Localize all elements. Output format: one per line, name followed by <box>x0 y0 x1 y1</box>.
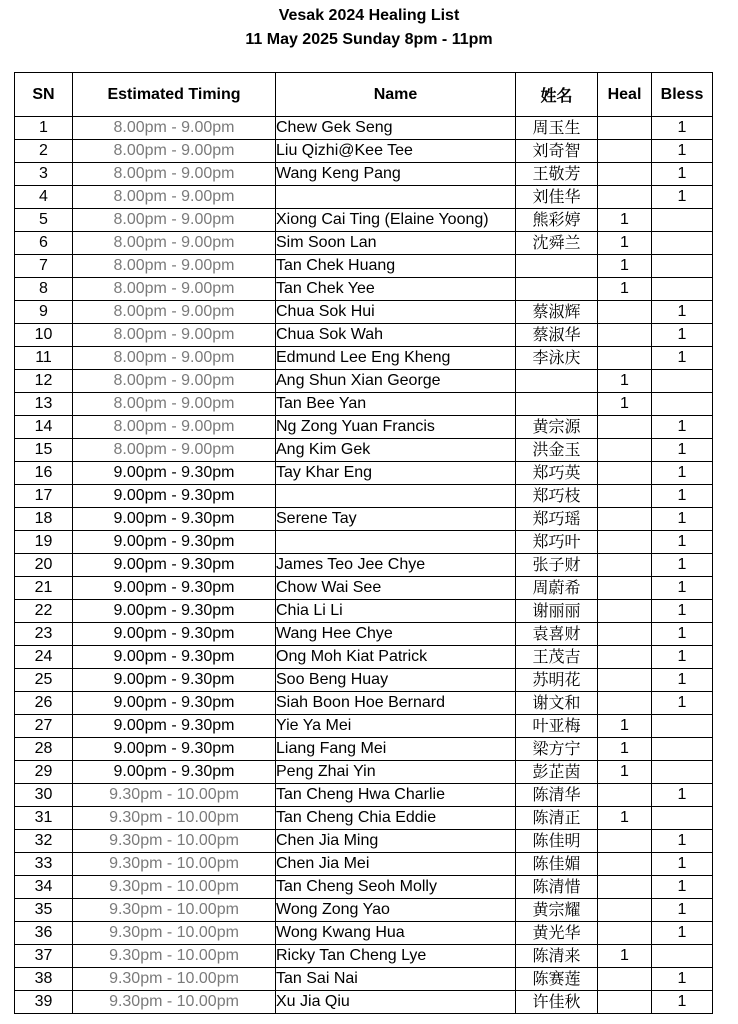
row-heal-mark <box>598 347 652 370</box>
row-heal-mark: 1 <box>598 370 652 393</box>
table-row <box>15 899 713 922</box>
row-sn: 13 <box>15 393 73 416</box>
row-sn: 18 <box>15 508 73 531</box>
row-timing: 9.30pm - 10.00pm <box>73 922 276 945</box>
row-heal-mark: 1 <box>598 209 652 232</box>
row-bless-mark: 1 <box>652 922 713 945</box>
row-name <box>276 186 516 209</box>
row-timing: 9.00pm - 9.30pm <box>73 600 276 623</box>
row-chinese-name: 王茂吉 <box>516 646 598 669</box>
row-bless-mark: 1 <box>652 140 713 163</box>
row-chinese-name: 苏明花 <box>516 669 598 692</box>
row-sn: 37 <box>15 945 73 968</box>
row-bless-mark <box>652 945 713 968</box>
row-heal-mark <box>598 784 652 807</box>
header-sn: SN <box>15 73 73 117</box>
row-chinese-name: 袁喜财 <box>516 623 598 646</box>
row-heal-mark <box>598 968 652 991</box>
row-name: Ricky Tan Cheng Lye <box>276 945 516 968</box>
row-heal-mark <box>598 485 652 508</box>
row-sn: 33 <box>15 853 73 876</box>
table-row <box>15 945 713 968</box>
row-sn: 4 <box>15 186 73 209</box>
row-sn: 26 <box>15 692 73 715</box>
row-chinese-name: 陈清正 <box>516 807 598 830</box>
document-subtitle: 11 May 2025 Sunday 8pm - 11pm <box>245 31 493 48</box>
row-bless-mark: 1 <box>652 991 713 1014</box>
table-body <box>15 117 713 1014</box>
row-bless-mark <box>652 738 713 761</box>
row-bless-mark: 1 <box>652 899 713 922</box>
row-timing: 9.00pm - 9.30pm <box>73 508 276 531</box>
row-heal-mark <box>598 853 652 876</box>
row-name: Chia Li Li <box>276 600 516 623</box>
row-chinese-name <box>516 255 598 278</box>
row-chinese-name: 黄宗耀 <box>516 899 598 922</box>
table-row <box>15 439 713 462</box>
row-name <box>276 485 516 508</box>
row-timing: 9.30pm - 10.00pm <box>73 991 276 1014</box>
row-name: Yie Ya Mei <box>276 715 516 738</box>
row-heal-mark: 1 <box>598 393 652 416</box>
row-timing: 9.00pm - 9.30pm <box>73 761 276 784</box>
table-row <box>15 232 713 255</box>
row-name: Chow Wai See <box>276 577 516 600</box>
row-heal-mark <box>598 508 652 531</box>
row-bless-mark: 1 <box>652 186 713 209</box>
row-name: Tan Cheng Hwa Charlie <box>276 784 516 807</box>
row-sn: 1 <box>15 117 73 140</box>
table-row <box>15 485 713 508</box>
row-timing: 8.00pm - 9.00pm <box>73 370 276 393</box>
row-name: Liang Fang Mei <box>276 738 516 761</box>
row-sn: 17 <box>15 485 73 508</box>
row-timing: 8.00pm - 9.00pm <box>73 301 276 324</box>
row-heal-mark <box>598 669 652 692</box>
row-name: Tan Chek Yee <box>276 278 516 301</box>
row-heal-mark <box>598 922 652 945</box>
row-sn: 30 <box>15 784 73 807</box>
row-timing: 8.00pm - 9.00pm <box>73 416 276 439</box>
row-heal-mark <box>598 324 652 347</box>
row-name: Tan Cheng Seoh Molly <box>276 876 516 899</box>
row-name: Tay Khar Eng <box>276 462 516 485</box>
row-name: Tan Chek Huang <box>276 255 516 278</box>
row-name: Edmund Lee Eng Kheng <box>276 347 516 370</box>
row-chinese-name: 蔡淑华 <box>516 324 598 347</box>
row-timing: 9.30pm - 10.00pm <box>73 968 276 991</box>
row-bless-mark: 1 <box>652 324 713 347</box>
row-heal-mark <box>598 416 652 439</box>
row-sn: 34 <box>15 876 73 899</box>
table-row <box>15 554 713 577</box>
row-bless-mark: 1 <box>652 830 713 853</box>
row-name: James Teo Jee Chye <box>276 554 516 577</box>
row-heal-mark: 1 <box>598 807 652 830</box>
row-name: Soo Beng Huay <box>276 669 516 692</box>
row-chinese-name <box>516 278 598 301</box>
row-heal-mark: 1 <box>598 761 652 784</box>
row-heal-mark <box>598 991 652 1014</box>
row-timing: 9.00pm - 9.30pm <box>73 715 276 738</box>
row-sn: 39 <box>15 991 73 1014</box>
row-chinese-name: 黄宗源 <box>516 416 598 439</box>
row-chinese-name: 谢丽丽 <box>516 600 598 623</box>
table-row <box>15 853 713 876</box>
table-row <box>15 968 713 991</box>
row-timing: 9.30pm - 10.00pm <box>73 876 276 899</box>
row-timing: 8.00pm - 9.00pm <box>73 324 276 347</box>
row-bless-mark <box>652 761 713 784</box>
row-heal-mark <box>598 899 652 922</box>
row-heal-mark <box>598 692 652 715</box>
row-timing: 8.00pm - 9.00pm <box>73 347 276 370</box>
row-timing: 8.00pm - 9.00pm <box>73 439 276 462</box>
row-name: Chua Sok Hui <box>276 301 516 324</box>
row-sn: 25 <box>15 669 73 692</box>
row-heal-mark <box>598 439 652 462</box>
row-name: Wong Zong Yao <box>276 899 516 922</box>
row-chinese-name: 陈佳媚 <box>516 853 598 876</box>
table-row <box>15 738 713 761</box>
row-chinese-name: 周蔚希 <box>516 577 598 600</box>
row-heal-mark <box>598 301 652 324</box>
healing-list-table <box>14 72 713 1014</box>
row-bless-mark <box>652 393 713 416</box>
row-heal-mark <box>598 577 652 600</box>
table-row <box>15 117 713 140</box>
row-timing: 9.30pm - 10.00pm <box>73 784 276 807</box>
row-chinese-name: 彭芷茵 <box>516 761 598 784</box>
row-bless-mark: 1 <box>652 508 713 531</box>
row-bless-mark: 1 <box>652 623 713 646</box>
row-bless-mark: 1 <box>652 669 713 692</box>
row-timing: 9.30pm - 10.00pm <box>73 853 276 876</box>
row-sn: 14 <box>15 416 73 439</box>
row-sn: 6 <box>15 232 73 255</box>
row-bless-mark: 1 <box>652 876 713 899</box>
row-chinese-name: 王敬芳 <box>516 163 598 186</box>
row-name: Xiong Cai Ting (Elaine Yoong) <box>276 209 516 232</box>
row-timing: 9.00pm - 9.30pm <box>73 669 276 692</box>
row-name: Ong Moh Kiat Patrick <box>276 646 516 669</box>
row-chinese-name: 洪金玉 <box>516 439 598 462</box>
header-chinese-name: 姓名 <box>516 73 598 117</box>
row-name: Siah Boon Hoe Bernard <box>276 692 516 715</box>
row-bless-mark: 1 <box>652 301 713 324</box>
row-heal-mark <box>598 554 652 577</box>
row-name: Tan Bee Yan <box>276 393 516 416</box>
row-sn: 21 <box>15 577 73 600</box>
row-sn: 22 <box>15 600 73 623</box>
row-timing: 9.00pm - 9.30pm <box>73 623 276 646</box>
row-bless-mark: 1 <box>652 692 713 715</box>
row-name: Wong Kwang Hua <box>276 922 516 945</box>
row-chinese-name: 熊彩婷 <box>516 209 598 232</box>
row-bless-mark: 1 <box>652 347 713 370</box>
table-row <box>15 347 713 370</box>
row-bless-mark: 1 <box>652 968 713 991</box>
row-name <box>276 531 516 554</box>
table-row <box>15 370 713 393</box>
header-row <box>15 73 713 117</box>
table-row <box>15 301 713 324</box>
row-timing: 9.00pm - 9.30pm <box>73 738 276 761</box>
row-timing: 8.00pm - 9.00pm <box>73 393 276 416</box>
table-row <box>15 324 713 347</box>
table-row <box>15 669 713 692</box>
table-row <box>15 393 713 416</box>
row-bless-mark: 1 <box>652 784 713 807</box>
row-sn: 10 <box>15 324 73 347</box>
row-name: Ang Shun Xian George <box>276 370 516 393</box>
row-name: Ang Kim Gek <box>276 439 516 462</box>
row-timing: 9.00pm - 9.30pm <box>73 462 276 485</box>
row-name: Wang Keng Pang <box>276 163 516 186</box>
table-row <box>15 186 713 209</box>
row-name: Chen Jia Ming <box>276 830 516 853</box>
table-row <box>15 876 713 899</box>
table-row <box>15 462 713 485</box>
row-timing: 8.00pm - 9.00pm <box>73 255 276 278</box>
row-chinese-name: 叶亚梅 <box>516 715 598 738</box>
row-heal-mark <box>598 600 652 623</box>
row-sn: 9 <box>15 301 73 324</box>
document-title: Vesak 2024 Healing List <box>278 7 460 24</box>
row-sn: 29 <box>15 761 73 784</box>
row-timing: 9.00pm - 9.30pm <box>73 646 276 669</box>
row-heal-mark <box>598 876 652 899</box>
row-bless-mark <box>652 715 713 738</box>
row-sn: 20 <box>15 554 73 577</box>
row-chinese-name <box>516 393 598 416</box>
row-heal-mark: 1 <box>598 738 652 761</box>
row-chinese-name: 黄光华 <box>516 922 598 945</box>
row-timing: 9.30pm - 10.00pm <box>73 899 276 922</box>
row-sn: 19 <box>15 531 73 554</box>
table-row <box>15 692 713 715</box>
row-chinese-name <box>516 370 598 393</box>
row-heal-mark: 1 <box>598 945 652 968</box>
row-name: Tan Sai Nai <box>276 968 516 991</box>
row-name: Xu Jia Qiu <box>276 991 516 1014</box>
row-chinese-name: 郑巧枝 <box>516 485 598 508</box>
row-chinese-name: 刘佳华 <box>516 186 598 209</box>
row-name: Chew Gek Seng <box>276 117 516 140</box>
row-chinese-name: 郑巧英 <box>516 462 598 485</box>
row-bless-mark: 1 <box>652 554 713 577</box>
row-bless-mark <box>652 278 713 301</box>
header-bless: Bless <box>652 73 713 117</box>
table-row <box>15 646 713 669</box>
table-row <box>15 807 713 830</box>
row-name: Chen Jia Mei <box>276 853 516 876</box>
row-sn: 32 <box>15 830 73 853</box>
row-chinese-name: 沈舜兰 <box>516 232 598 255</box>
table-row <box>15 761 713 784</box>
row-chinese-name: 刘奇智 <box>516 140 598 163</box>
row-timing: 8.00pm - 9.00pm <box>73 186 276 209</box>
table-row <box>15 255 713 278</box>
row-name: Wang Hee Chye <box>276 623 516 646</box>
row-name: Tan Cheng Chia Eddie <box>276 807 516 830</box>
row-sn: 11 <box>15 347 73 370</box>
table-row <box>15 623 713 646</box>
row-sn: 28 <box>15 738 73 761</box>
row-bless-mark <box>652 807 713 830</box>
table-row <box>15 416 713 439</box>
row-bless-mark: 1 <box>652 485 713 508</box>
table-row <box>15 922 713 945</box>
table-row <box>15 163 713 186</box>
row-heal-mark <box>598 623 652 646</box>
row-heal-mark <box>598 186 652 209</box>
row-chinese-name: 谢文和 <box>516 692 598 715</box>
row-bless-mark: 1 <box>652 117 713 140</box>
row-chinese-name: 陈清来 <box>516 945 598 968</box>
row-sn: 16 <box>15 462 73 485</box>
row-sn: 2 <box>15 140 73 163</box>
row-chinese-name: 陈赛莲 <box>516 968 598 991</box>
row-sn: 31 <box>15 807 73 830</box>
table-row <box>15 278 713 301</box>
row-chinese-name: 李泳庆 <box>516 347 598 370</box>
table-row <box>15 991 713 1014</box>
row-timing: 9.30pm - 10.00pm <box>73 830 276 853</box>
row-bless-mark: 1 <box>652 439 713 462</box>
row-name: Liu Qizhi@Kee Tee <box>276 140 516 163</box>
row-timing: 8.00pm - 9.00pm <box>73 117 276 140</box>
row-timing: 8.00pm - 9.00pm <box>73 232 276 255</box>
row-sn: 23 <box>15 623 73 646</box>
row-bless-mark: 1 <box>652 853 713 876</box>
row-sn: 35 <box>15 899 73 922</box>
row-timing: 8.00pm - 9.00pm <box>73 140 276 163</box>
row-sn: 5 <box>15 209 73 232</box>
row-heal-mark: 1 <box>598 278 652 301</box>
row-chinese-name: 许佳秋 <box>516 991 598 1014</box>
row-heal-mark <box>598 117 652 140</box>
row-bless-mark: 1 <box>652 600 713 623</box>
row-sn: 38 <box>15 968 73 991</box>
table-row <box>15 830 713 853</box>
row-bless-mark: 1 <box>652 646 713 669</box>
header-name: Name <box>276 73 516 117</box>
row-bless-mark: 1 <box>652 577 713 600</box>
row-heal-mark: 1 <box>598 255 652 278</box>
row-timing: 9.00pm - 9.30pm <box>73 692 276 715</box>
row-heal-mark: 1 <box>598 715 652 738</box>
row-name: Serene Tay <box>276 508 516 531</box>
row-heal-mark <box>598 646 652 669</box>
row-timing: 8.00pm - 9.00pm <box>73 163 276 186</box>
row-bless-mark: 1 <box>652 163 713 186</box>
row-timing: 9.00pm - 9.30pm <box>73 577 276 600</box>
row-timing: 8.00pm - 9.00pm <box>73 209 276 232</box>
row-sn: 7 <box>15 255 73 278</box>
row-chinese-name: 陈清惜 <box>516 876 598 899</box>
row-sn: 15 <box>15 439 73 462</box>
row-bless-mark <box>652 232 713 255</box>
row-chinese-name: 郑巧瑶 <box>516 508 598 531</box>
row-heal-mark: 1 <box>598 232 652 255</box>
row-sn: 3 <box>15 163 73 186</box>
row-bless-mark: 1 <box>652 416 713 439</box>
row-heal-mark <box>598 140 652 163</box>
row-bless-mark <box>652 255 713 278</box>
row-name: Peng Zhai Yin <box>276 761 516 784</box>
row-chinese-name: 郑巧叶 <box>516 531 598 554</box>
row-sn: 36 <box>15 922 73 945</box>
row-heal-mark <box>598 163 652 186</box>
row-sn: 8 <box>15 278 73 301</box>
row-chinese-name: 陈清华 <box>516 784 598 807</box>
header-timing: Estimated Timing <box>73 73 276 117</box>
row-name: Chua Sok Wah <box>276 324 516 347</box>
row-chinese-name: 蔡淑辉 <box>516 301 598 324</box>
row-sn: 24 <box>15 646 73 669</box>
row-chinese-name: 张子财 <box>516 554 598 577</box>
row-timing: 9.30pm - 10.00pm <box>73 807 276 830</box>
table-row <box>15 784 713 807</box>
row-sn: 12 <box>15 370 73 393</box>
table-row <box>15 577 713 600</box>
table-row <box>15 209 713 232</box>
table-row <box>15 508 713 531</box>
row-heal-mark <box>598 830 652 853</box>
row-timing: 9.30pm - 10.00pm <box>73 945 276 968</box>
table-row <box>15 531 713 554</box>
row-bless-mark: 1 <box>652 462 713 485</box>
row-heal-mark <box>598 531 652 554</box>
row-sn: 27 <box>15 715 73 738</box>
row-name: Sim Soon Lan <box>276 232 516 255</box>
row-bless-mark: 1 <box>652 531 713 554</box>
row-timing: 9.00pm - 9.30pm <box>73 531 276 554</box>
table-row <box>15 600 713 623</box>
row-heal-mark <box>598 462 652 485</box>
row-timing: 9.00pm - 9.30pm <box>73 554 276 577</box>
row-chinese-name: 陈佳明 <box>516 830 598 853</box>
row-timing: 9.00pm - 9.30pm <box>73 485 276 508</box>
row-bless-mark <box>652 370 713 393</box>
table-row <box>15 140 713 163</box>
row-bless-mark <box>652 209 713 232</box>
row-chinese-name: 梁方宁 <box>516 738 598 761</box>
table-row <box>15 715 713 738</box>
row-name: Ng Zong Yuan Francis <box>276 416 516 439</box>
row-timing: 8.00pm - 9.00pm <box>73 278 276 301</box>
row-chinese-name: 周玉生 <box>516 117 598 140</box>
header-heal: Heal <box>598 73 652 117</box>
